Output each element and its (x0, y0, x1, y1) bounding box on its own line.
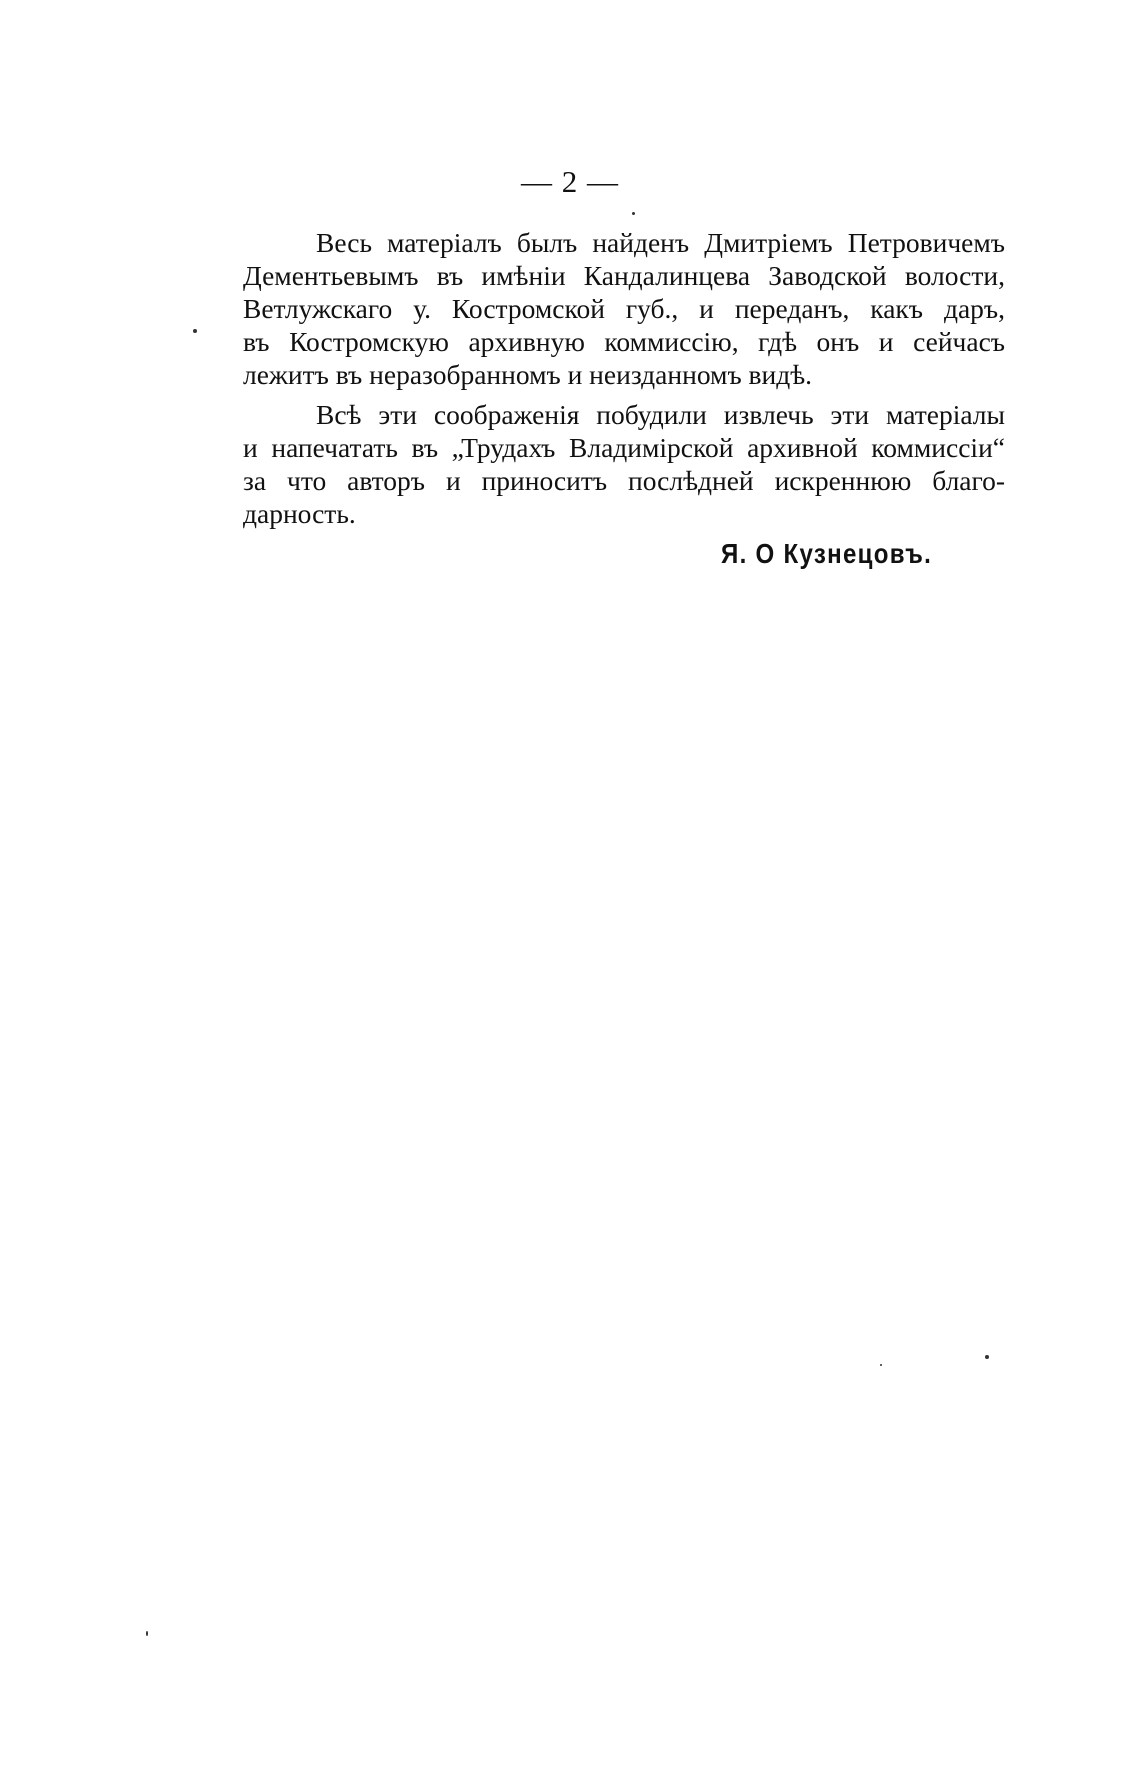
text-line: за что авторъ и приноситъ послѣдней искреннюю благо- (243, 465, 1005, 496)
text-line: Дементьевымъ въ имѣніи Кандалинцева Заводской волости, (243, 260, 1005, 291)
page-number: — 2 — (521, 164, 619, 199)
scan-speck (146, 1631, 148, 1636)
text-line: дарность. (243, 498, 356, 529)
paragraph-2 (243, 398, 1005, 530)
text-line: Весь матеріалъ былъ найденъ Дмитріемъ Петровичемъ (316, 227, 1005, 258)
signature: Я. О Кузнецовъ. (721, 538, 933, 569)
scan-speck (880, 1364, 882, 1366)
scan-speck (985, 1355, 989, 1359)
scan-speck (193, 329, 197, 333)
text-line: и напечатать въ „Трудахъ Владимірской архивной коммиссіи“ (243, 432, 1005, 463)
scan-speck (632, 212, 635, 215)
paragraph-1 (243, 226, 1005, 391)
text-line: въ Костромскую архивную коммиссію, гдѣ онъ и сейчасъ (243, 326, 1005, 357)
text-line: лежитъ въ неразобранномъ и неизданномъ видѣ. (243, 359, 813, 390)
text-line: Ветлужскаго у. Костромской губ., и переданъ, какъ даръ, (243, 293, 1005, 324)
text-line: Всѣ эти соображенія побудили извлечь эти матеріалы (316, 399, 1005, 430)
body-text (243, 226, 1005, 537)
